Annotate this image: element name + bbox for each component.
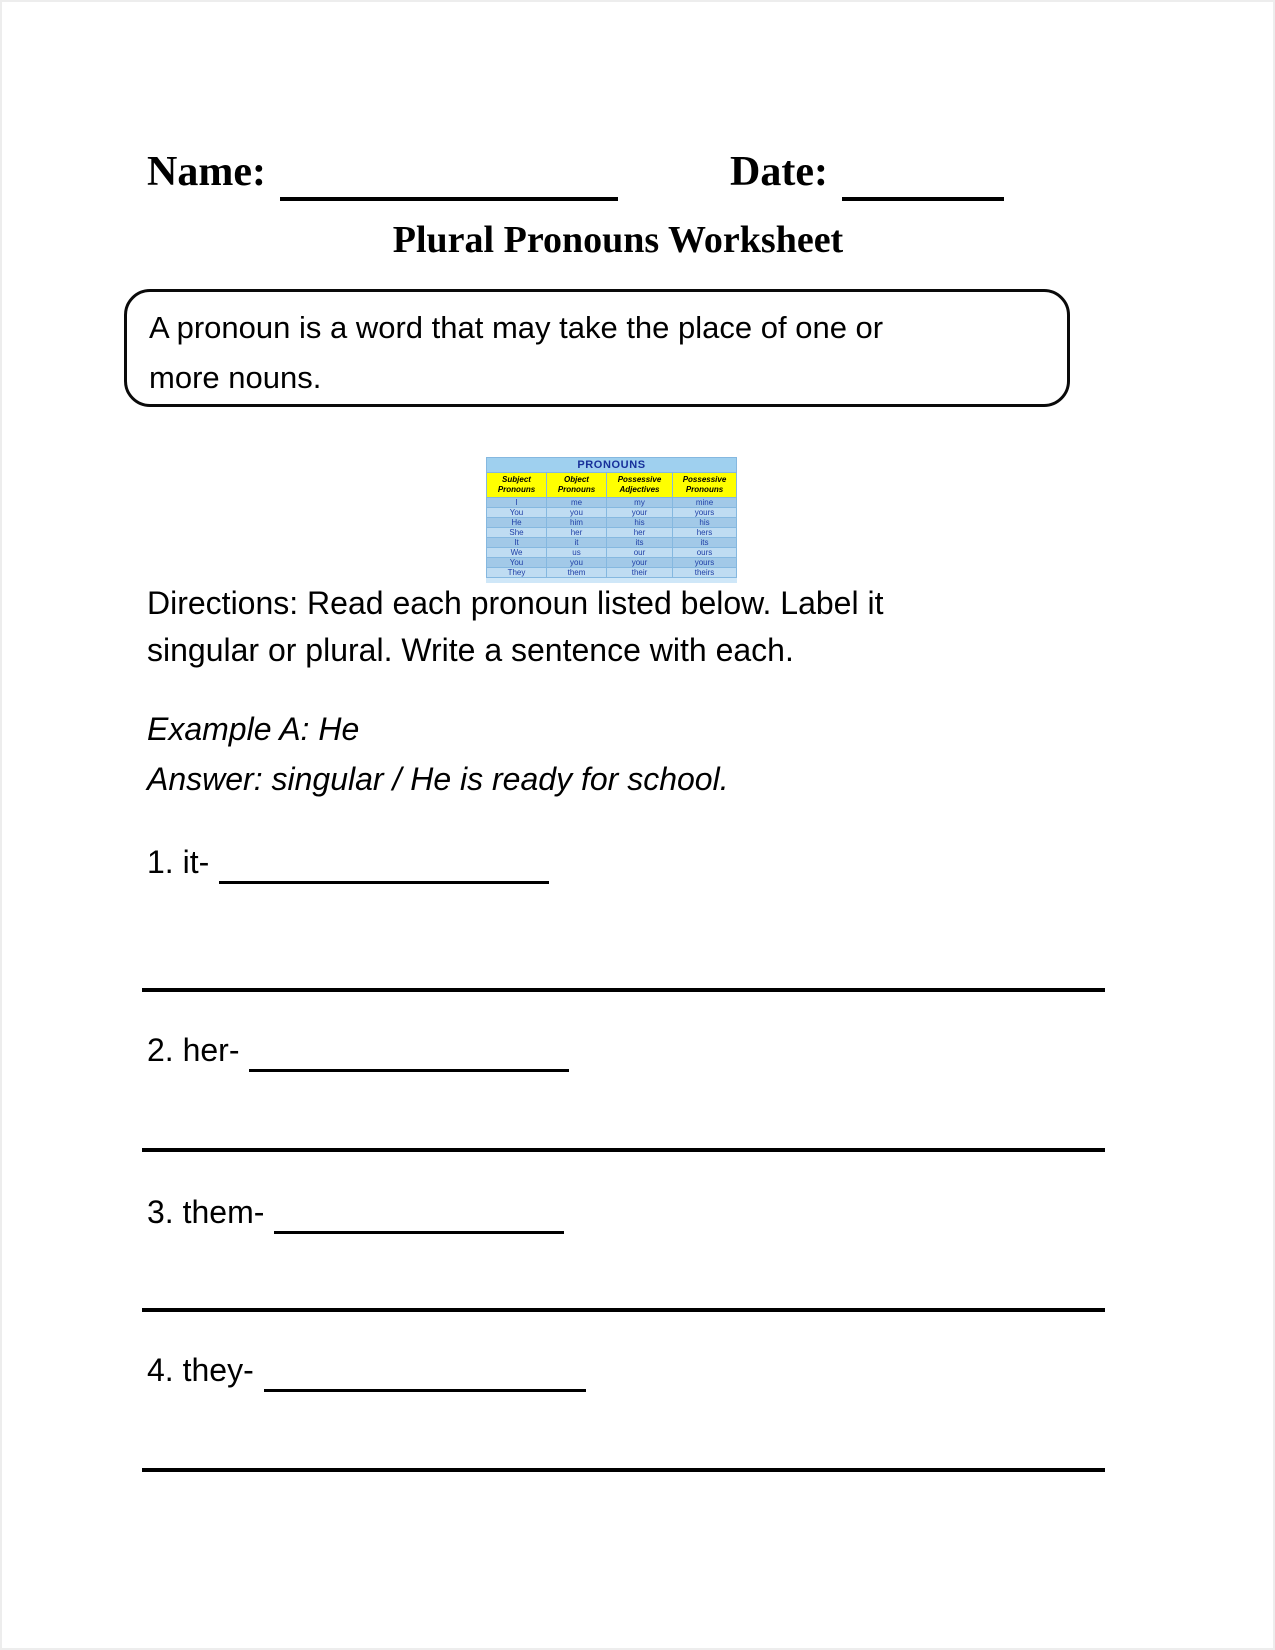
chart-column-header: Subject Pronouns [487,473,547,498]
answer-line [142,1148,1105,1152]
chart-cell: me [547,498,607,508]
directions-text [147,580,1137,674]
chart-cell: us [547,548,607,558]
chart-cell: yours [673,508,737,518]
definition-line: more nouns. [149,360,322,395]
date-label: Date: [730,149,828,195]
answer-line [142,988,1105,992]
chart-cell: you [547,508,607,518]
item-label: 2. her- [147,1032,240,1068]
chart-row [487,498,737,508]
chart-column-header: Possessive Pronouns [673,473,737,498]
name-field-group [147,148,618,201]
chart-cell: your [607,508,673,518]
worksheet-item [147,1032,569,1072]
example-block [147,704,729,804]
chart-cell: his [607,518,673,528]
page-title: Plural Pronouns Worksheet [392,219,844,261]
chart-row [487,568,737,578]
chart-cell: You [487,508,547,518]
chart-row [487,548,737,558]
worksheet-item [147,1194,564,1234]
date-field-group [730,148,1004,201]
chart-cell: my [607,498,673,508]
item-blank-line [219,854,549,884]
answer-line [142,1468,1105,1472]
item-blank-line [249,1042,569,1072]
item-blank-line [274,1204,564,1234]
date-blank-line [842,171,1004,201]
example-line: Answer: singular / He is ready for school. [147,761,729,797]
chart-cell: You [487,558,547,568]
chart-cell: theirs [673,568,737,578]
chart-cell: it [547,538,607,548]
chart-cell: hers [673,528,737,538]
chart-cell: her [607,528,673,538]
item-label: 1. it- [147,844,210,880]
answer-line [142,1308,1105,1312]
name-blank-line [280,171,618,201]
directions-line: singular or plural. Write a sentence with each. [147,632,794,668]
item-label: 3. them- [147,1194,265,1230]
chart-cell: We [487,548,547,558]
directions-line: Directions: Read each pronoun listed below. Label it [147,585,884,621]
chart-row [487,528,737,538]
pronoun-chart-table [486,457,737,578]
pronoun-chart-image [486,457,737,583]
name-label: Name: [147,149,266,195]
chart-cell: her [547,528,607,538]
item-blank-line [264,1362,586,1392]
chart-row [487,518,737,528]
chart-cell: She [487,528,547,538]
chart-column-header: Object Pronouns [547,473,607,498]
chart-cell: mine [673,498,737,508]
item-label: 4. they- [147,1352,254,1388]
chart-cell: I [487,498,547,508]
chart-cell: its [673,538,737,548]
chart-cell: ours [673,548,737,558]
chart-cell: his [673,518,737,528]
worksheet-item [147,844,549,884]
chart-cell: its [607,538,673,548]
chart-cell: yours [673,558,737,568]
chart-cell: your [607,558,673,568]
chart-row [487,508,737,518]
chart-row [487,558,737,568]
chart-title: PRONOUNS [487,458,737,473]
chart-cell: It [487,538,547,548]
definition-box [124,289,1070,407]
example-line: Example A: He [147,711,360,747]
chart-cell: them [547,568,607,578]
chart-row [487,538,737,548]
chart-cell: He [487,518,547,528]
chart-cell: you [547,558,607,568]
chart-cell: our [607,548,673,558]
chart-cell: him [547,518,607,528]
chart-cell: They [487,568,547,578]
chart-cell: their [607,568,673,578]
definition-line: A pronoun is a word that may take the place of one or [149,310,884,345]
worksheet-item [147,1352,586,1392]
chart-column-header: Possessive Adjectives [607,473,673,498]
